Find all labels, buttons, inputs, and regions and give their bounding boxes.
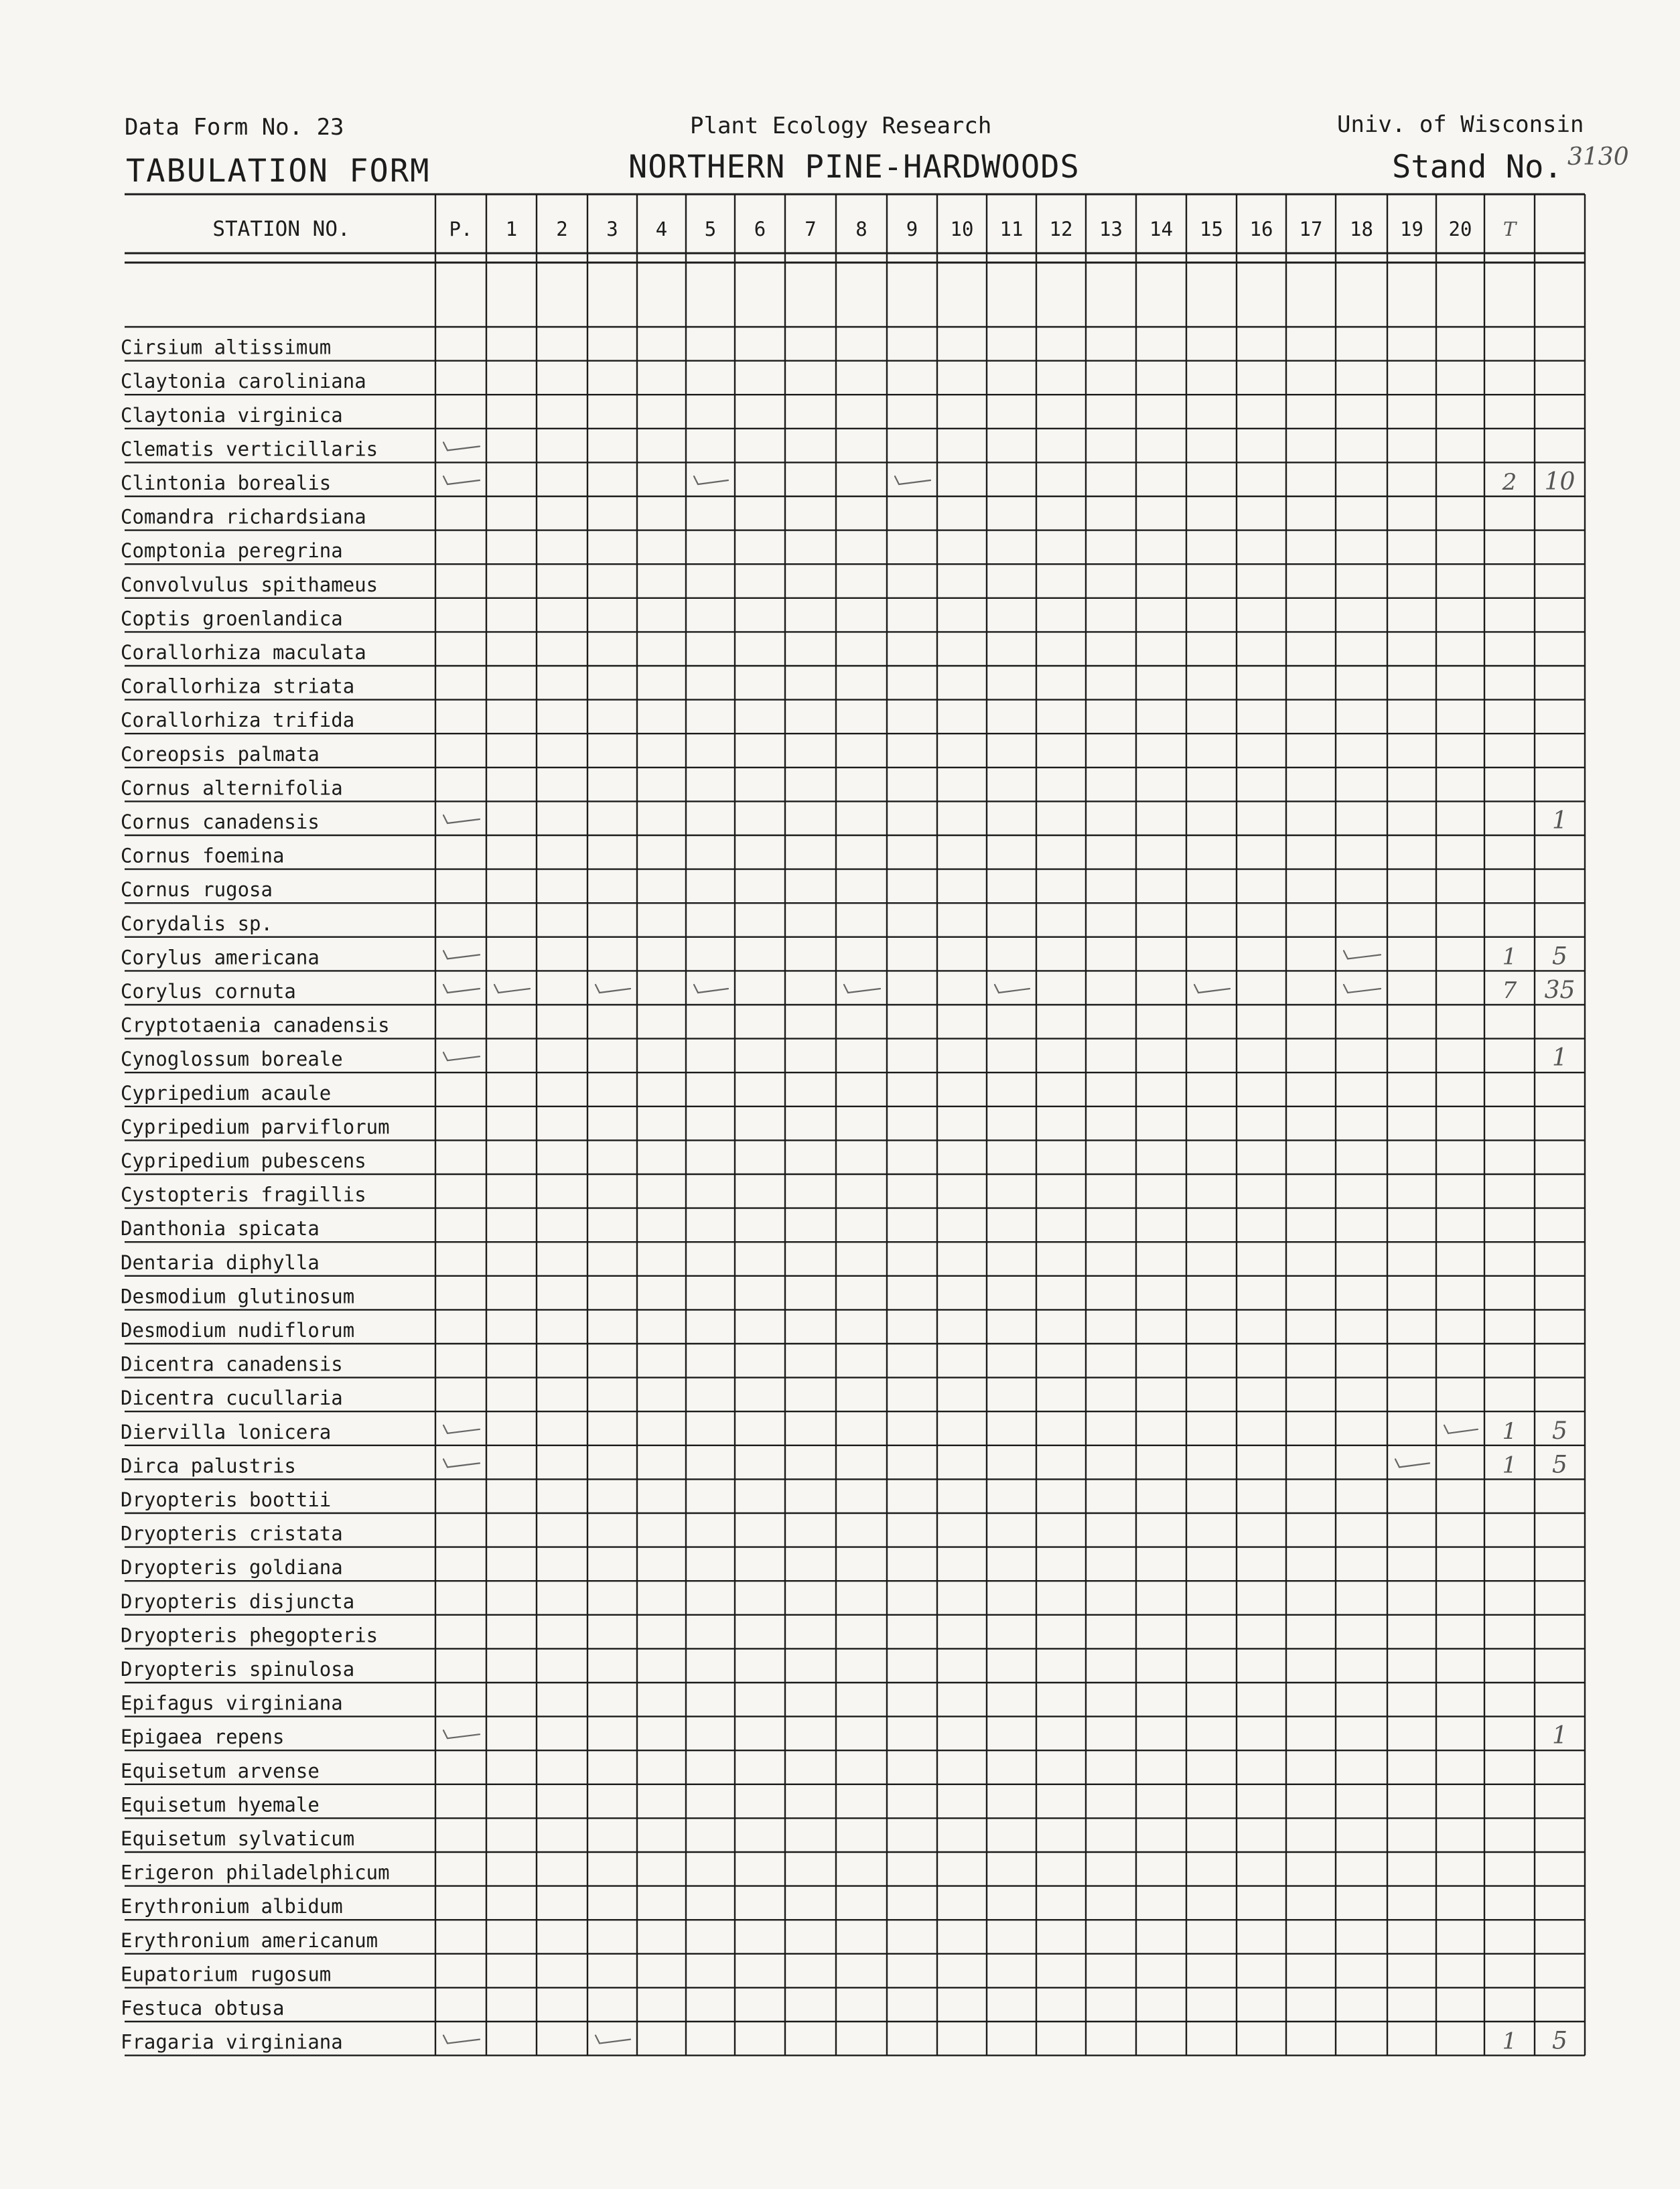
frequency-value: 1 bbox=[1552, 1044, 1567, 1072]
species-name: Corallorhiza trifida bbox=[121, 709, 355, 732]
column-header: 18 bbox=[1350, 218, 1373, 240]
frequency-value: 5 bbox=[1552, 1417, 1567, 1445]
total-value: 2 bbox=[1502, 469, 1517, 496]
check-mark bbox=[443, 985, 480, 993]
species-name: Epifagus virginiana bbox=[121, 1691, 343, 1715]
column-header: 1 bbox=[505, 218, 518, 240]
species-name: Dryopteris disjuncta bbox=[121, 1590, 355, 1613]
column-header: 20 bbox=[1448, 218, 1472, 240]
stand-number-value: 3130 bbox=[1567, 143, 1629, 171]
frequency-value: 10 bbox=[1544, 468, 1576, 496]
check-mark bbox=[1344, 985, 1381, 993]
community-title: NORTHERN PINE-HARDWOODS bbox=[628, 149, 1080, 186]
station-number-label: STATION NO. bbox=[212, 217, 350, 241]
form-number: Data Form No. 23 bbox=[125, 114, 344, 141]
university-name: Univ. of Wisconsin bbox=[1337, 111, 1584, 138]
check-mark bbox=[596, 985, 630, 993]
species-name: Dirca palustris bbox=[121, 1454, 296, 1478]
column-header: 9 bbox=[906, 218, 918, 240]
species-name: Desmodium nudiflorum bbox=[121, 1319, 355, 1342]
check-mark bbox=[443, 1425, 480, 1433]
species-name: Cypripedium acaule bbox=[121, 1081, 332, 1105]
check-mark bbox=[596, 2036, 630, 2044]
check-mark bbox=[995, 985, 1030, 993]
column-header: 8 bbox=[855, 218, 867, 240]
species-name: Coptis groenlandica bbox=[121, 607, 343, 630]
species-name: Cirsium altissimum bbox=[121, 336, 332, 359]
species-name: Dryopteris phegopteris bbox=[121, 1624, 378, 1647]
species-name: Erythronium americanum bbox=[121, 1928, 378, 1952]
species-name: Danthonia spicata bbox=[121, 1217, 320, 1241]
species-name: Dentaria diphylla bbox=[121, 1251, 320, 1274]
species-name: Equisetum sylvaticum bbox=[121, 1827, 355, 1850]
species-name: Equisetum arvense bbox=[121, 1759, 320, 1782]
species-name: Cypripedium parviflorum bbox=[121, 1115, 390, 1139]
species-name: Cornus canadensis bbox=[121, 810, 320, 833]
species-name: Comandra richardsiana bbox=[121, 505, 366, 528]
column-header: 7 bbox=[804, 218, 817, 240]
species-name: Comptonia peregrina bbox=[121, 539, 343, 563]
check-mark bbox=[694, 476, 728, 484]
check-mark bbox=[694, 985, 728, 993]
total-value: 1 bbox=[1502, 1452, 1517, 1479]
column-header: 5 bbox=[704, 218, 717, 240]
species-name: Claytonia caroliniana bbox=[121, 370, 366, 393]
total-value: 1 bbox=[1502, 2028, 1517, 2055]
species-name: Dryopteris spinulosa bbox=[121, 1658, 355, 1681]
column-header: 3 bbox=[606, 218, 618, 240]
species-name: Convolvulus spithameus bbox=[121, 573, 378, 596]
check-mark bbox=[844, 985, 880, 993]
check-mark bbox=[895, 476, 930, 484]
species-name: Festuca obtusa bbox=[121, 1997, 285, 2020]
species-name: Cynoglossum boreale bbox=[121, 1048, 343, 1071]
column-header: P. bbox=[449, 218, 473, 240]
column-header: 15 bbox=[1200, 218, 1223, 240]
species-name: Diervilla lonicera bbox=[121, 1420, 332, 1443]
frequency-value: 5 bbox=[1552, 1451, 1567, 1479]
species-name: Erigeron philadelphicum bbox=[121, 1861, 390, 1884]
column-header: 2 bbox=[556, 218, 568, 240]
species-name: Cornus foemina bbox=[121, 844, 285, 867]
species-name: Cystopteris fragillis bbox=[121, 1183, 366, 1206]
frequency-value: 35 bbox=[1544, 977, 1576, 1004]
form-title: TABULATION FORM bbox=[126, 153, 431, 190]
stand-number-label: Stand No. bbox=[1392, 149, 1563, 186]
frequency-value: 5 bbox=[1552, 2027, 1567, 2055]
total-value: 7 bbox=[1502, 977, 1517, 1004]
species-name: Cornus alternifolia bbox=[121, 776, 343, 800]
species-name: Erythronium albidum bbox=[121, 1895, 343, 1918]
check-mark bbox=[443, 1459, 480, 1467]
column-header: 19 bbox=[1400, 218, 1423, 240]
species-name: Dicentra canadensis bbox=[121, 1352, 343, 1376]
column-header: 17 bbox=[1299, 218, 1323, 240]
check-mark bbox=[443, 476, 480, 484]
frequency-value: 1 bbox=[1552, 1722, 1567, 1750]
column-header: T bbox=[1502, 218, 1517, 240]
check-mark bbox=[494, 985, 530, 993]
total-value: 1 bbox=[1502, 1417, 1517, 1445]
check-mark bbox=[443, 442, 480, 450]
species-name: Coreopsis palmata bbox=[121, 742, 320, 766]
species-name: Corydalis sp. bbox=[121, 912, 273, 935]
column-header: 4 bbox=[655, 218, 668, 240]
column-header: 11 bbox=[999, 218, 1024, 240]
species-name: Epigaea repens bbox=[121, 1725, 285, 1749]
species-name: Dryopteris cristata bbox=[121, 1522, 343, 1545]
species-name: Equisetum hyemale bbox=[121, 1793, 320, 1817]
species-name: Cypripedium pubescens bbox=[121, 1149, 366, 1172]
species-name: Clematis verticillaris bbox=[121, 437, 378, 461]
species-name: Dicentra cucullaria bbox=[121, 1387, 343, 1410]
check-mark bbox=[1194, 985, 1230, 993]
species-name: Cornus rugosa bbox=[121, 878, 273, 902]
frequency-value: 5 bbox=[1552, 942, 1567, 971]
column-header: 16 bbox=[1249, 218, 1273, 240]
species-name: Corylus americana bbox=[121, 946, 320, 969]
species-name: Cryptotaenia canadensis bbox=[121, 1013, 390, 1037]
total-value: 1 bbox=[1502, 943, 1517, 971]
species-name: Dryopteris boottii bbox=[121, 1488, 332, 1511]
species-name: Corallorhiza striata bbox=[121, 675, 355, 698]
check-mark bbox=[443, 2036, 480, 2044]
species-name: Fragaria virginiana bbox=[121, 2030, 343, 2054]
species-name: Corallorhiza maculata bbox=[121, 641, 366, 664]
check-mark bbox=[1444, 1425, 1478, 1433]
research-title: Plant Ecology Research bbox=[690, 113, 992, 139]
species-name: Desmodium glutinosum bbox=[121, 1285, 355, 1308]
species-name: Claytonia virginica bbox=[121, 403, 343, 427]
check-mark bbox=[443, 950, 480, 959]
check-mark bbox=[1395, 1459, 1429, 1467]
check-mark bbox=[443, 815, 480, 823]
species-name: Clintonia borealis bbox=[121, 472, 332, 494]
column-header: 14 bbox=[1149, 218, 1173, 240]
check-mark bbox=[443, 1052, 480, 1060]
check-mark bbox=[1344, 950, 1381, 959]
column-header: 10 bbox=[950, 218, 974, 240]
frequency-value: 1 bbox=[1552, 807, 1567, 835]
check-mark bbox=[443, 1730, 480, 1738]
column-header: 12 bbox=[1049, 218, 1073, 240]
column-header: 6 bbox=[754, 218, 766, 240]
species-name: Eupatorium rugosum bbox=[121, 1963, 332, 1986]
species-name: Dryopteris goldiana bbox=[121, 1556, 343, 1579]
species-name: Corylus cornuta bbox=[121, 980, 296, 1003]
column-header: 13 bbox=[1099, 218, 1123, 240]
